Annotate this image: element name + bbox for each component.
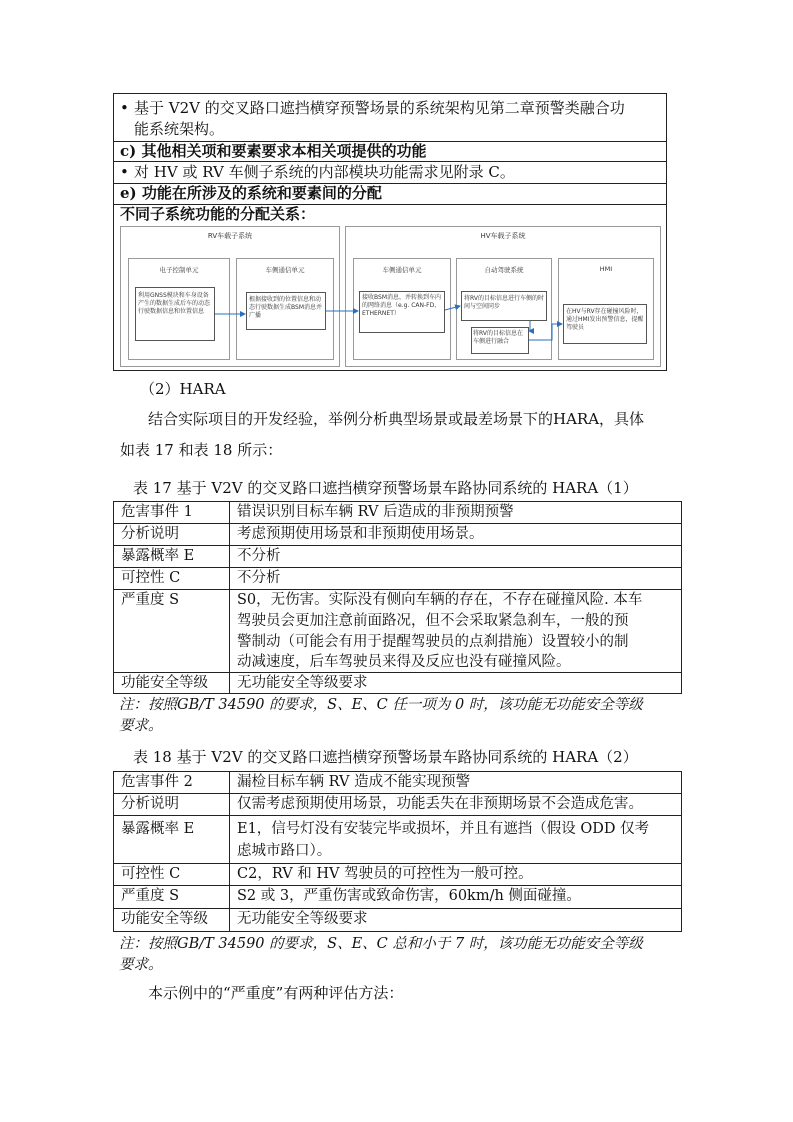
- t18-val-2: 仅需考虑预期使用场景，功能丢失在非预期场景不会造成危害。: [237, 796, 643, 812]
- t17-val-5c: 警制动（可能会有用于提醒驾驶员的点刹措施）设置较小的制: [237, 634, 629, 650]
- hmi-title: HMI: [599, 265, 613, 273]
- table17-note: 注：按照GB/T 34590 的要求，S、E、C 任一项为 0 时，该功能无功能安全等级: [119, 697, 643, 713]
- arrow-hvcomm-to-ad: [445, 306, 460, 310]
- top-table-row-1: • 基于 V2V 的交叉路口遮挡横穿预警场景的系统架构见第二章预警类融合功: [120, 99, 625, 117]
- rv-subsystem-title: RV车载子系统: [207, 232, 253, 240]
- diagram-arrows: [0, 0, 793, 400]
- table17-note-2: 要求。: [119, 718, 163, 734]
- t18-val-3a: E1，信号灯没有安装完毕或损坏，并且有遮挡（假设 ODD 仅考: [237, 821, 650, 837]
- t17-key-4: 可控性 C: [121, 570, 181, 586]
- t18-key-4: 可控性 C: [121, 866, 181, 882]
- ecu-title: 电子控制单元: [159, 266, 199, 274]
- top-table-row-1b: 能系统架构。: [134, 120, 225, 138]
- t17-val-3: 不分析: [237, 548, 281, 564]
- table18-note-2: 要求。: [119, 957, 163, 973]
- top-table-row-2: c) 其他相关项和要素要求本相关项提供的功能: [120, 142, 427, 160]
- hv-comm-title: 车侧通信单元: [382, 266, 422, 274]
- section-label: （2）HARA: [140, 380, 226, 398]
- closing-paragraph: 本示例中的“严重度”有两种评估方法：: [148, 984, 404, 1002]
- hv-comm-text: 接收BSM消息，并转换到车内的网络消息（e.g. CAN-FD、ETHERNET）: [362, 294, 441, 317]
- rv-comm-text: 根据接收到的位置信息和动态行驶数据生成BSM消息并广播: [249, 296, 322, 319]
- t18-val-1: 漏检目标车辆 RV 造成不能实现预警: [237, 774, 471, 790]
- t17-val-5a: S0，无伤害。实际没有侧向车辆的存在，不存在碰撞风险. 本车: [237, 592, 643, 608]
- t17-key-5: 严重度 S: [121, 592, 180, 608]
- hmi-text: 在HV与RV存在碰撞风险时，通过HMI发出预警信息，提醒驾驶员: [566, 308, 644, 331]
- ecu-text: 利用GNSS模块和车身设备产生的数据生成后车的动态行驶数据信息和位置信息: [138, 292, 211, 315]
- t18-key-6: 功能安全等级: [121, 911, 208, 927]
- top-table-row-3: • 对 HV 或 RV 车侧子系统的内部模块功能需求见附录 C。: [120, 163, 515, 181]
- table18-caption: 表 18 基于 V2V 的交叉路口遮挡横穿预警场景车路协同系统的 HARA（2）: [133, 748, 638, 766]
- t17-val-1: 错误识别目标车辆 RV 后造成的非预期预警: [237, 504, 514, 520]
- t17-key-2: 分析说明: [121, 526, 179, 542]
- rv-comm-title: 车侧通信单元: [265, 266, 305, 274]
- t18-key-2: 分析说明: [121, 796, 179, 812]
- table18-note: 注：按照GB/T 34590 的要求，S、E、C 总和小于 7 时，该功能无功能安全等级: [119, 936, 643, 952]
- t18-val-4: C2，RV 和 HV 驾驶员的可控性为一般可控。: [237, 866, 533, 882]
- arrow-ad-to-hmi: [529, 324, 562, 340]
- t17-val-2: 考虑预期使用场景和非预期使用场景。: [237, 526, 484, 542]
- t17-key-1: 危害事件 1: [121, 504, 193, 520]
- top-table-row-5: 不同子系统功能的分配关系：: [120, 205, 316, 223]
- t17-val-5b: 驾驶员会更加注意前面路况，但不会采取紧急刹车，一般的预: [237, 613, 629, 629]
- intro-paragraph-2: 如表 17 和表 18 所示：: [120, 441, 283, 459]
- t17-key-3: 暴露概率 E: [121, 548, 195, 564]
- t18-val-6: 无功能安全等级要求: [237, 911, 368, 927]
- bullet-icon: •: [120, 99, 129, 117]
- bullet-icon: •: [120, 163, 129, 181]
- t17-val-4: 不分析: [237, 570, 281, 586]
- t18-key-5: 严重度 S: [121, 888, 180, 904]
- ad-text-1: 将RV的目标信息进行车侧的时间与空间同步: [464, 295, 544, 310]
- ad-text-2: 将RV的目标信息在车侧进行融合: [473, 330, 523, 345]
- arrow-ad1-to-ad2: [529, 321, 530, 331]
- hv-subsystem-title: HV车载子系统: [480, 232, 526, 240]
- t18-val-3b: 虑城市路口）。: [237, 843, 332, 859]
- t17-val-5d: 动减速度，后车驾驶员来得及反应也没有碰撞风险。: [237, 654, 571, 670]
- t17-key-6: 功能安全等级: [121, 675, 208, 691]
- ad-title: 自动驾驶系统: [484, 266, 524, 274]
- t17-val-6: 无功能安全等级要求: [237, 675, 368, 691]
- table17-caption: 表 17 基于 V2V 的交叉路口遮挡横穿预警场景车路协同系统的 HARA（1）: [133, 479, 638, 497]
- top-table-row-4: e) 功能在所涉及的系统和要素间的分配: [120, 184, 382, 202]
- intro-paragraph: 结合实际项目的开发经验，举例分析典型场景或最差场景下的HARA，具体: [148, 410, 645, 428]
- t18-key-3: 暴露概率 E: [121, 821, 195, 837]
- t18-key-1: 危害事件 2: [121, 774, 193, 790]
- t18-val-5: S2 或 3，严重伤害或致命伤害，60km/h 侧面碰撞。: [237, 888, 581, 904]
